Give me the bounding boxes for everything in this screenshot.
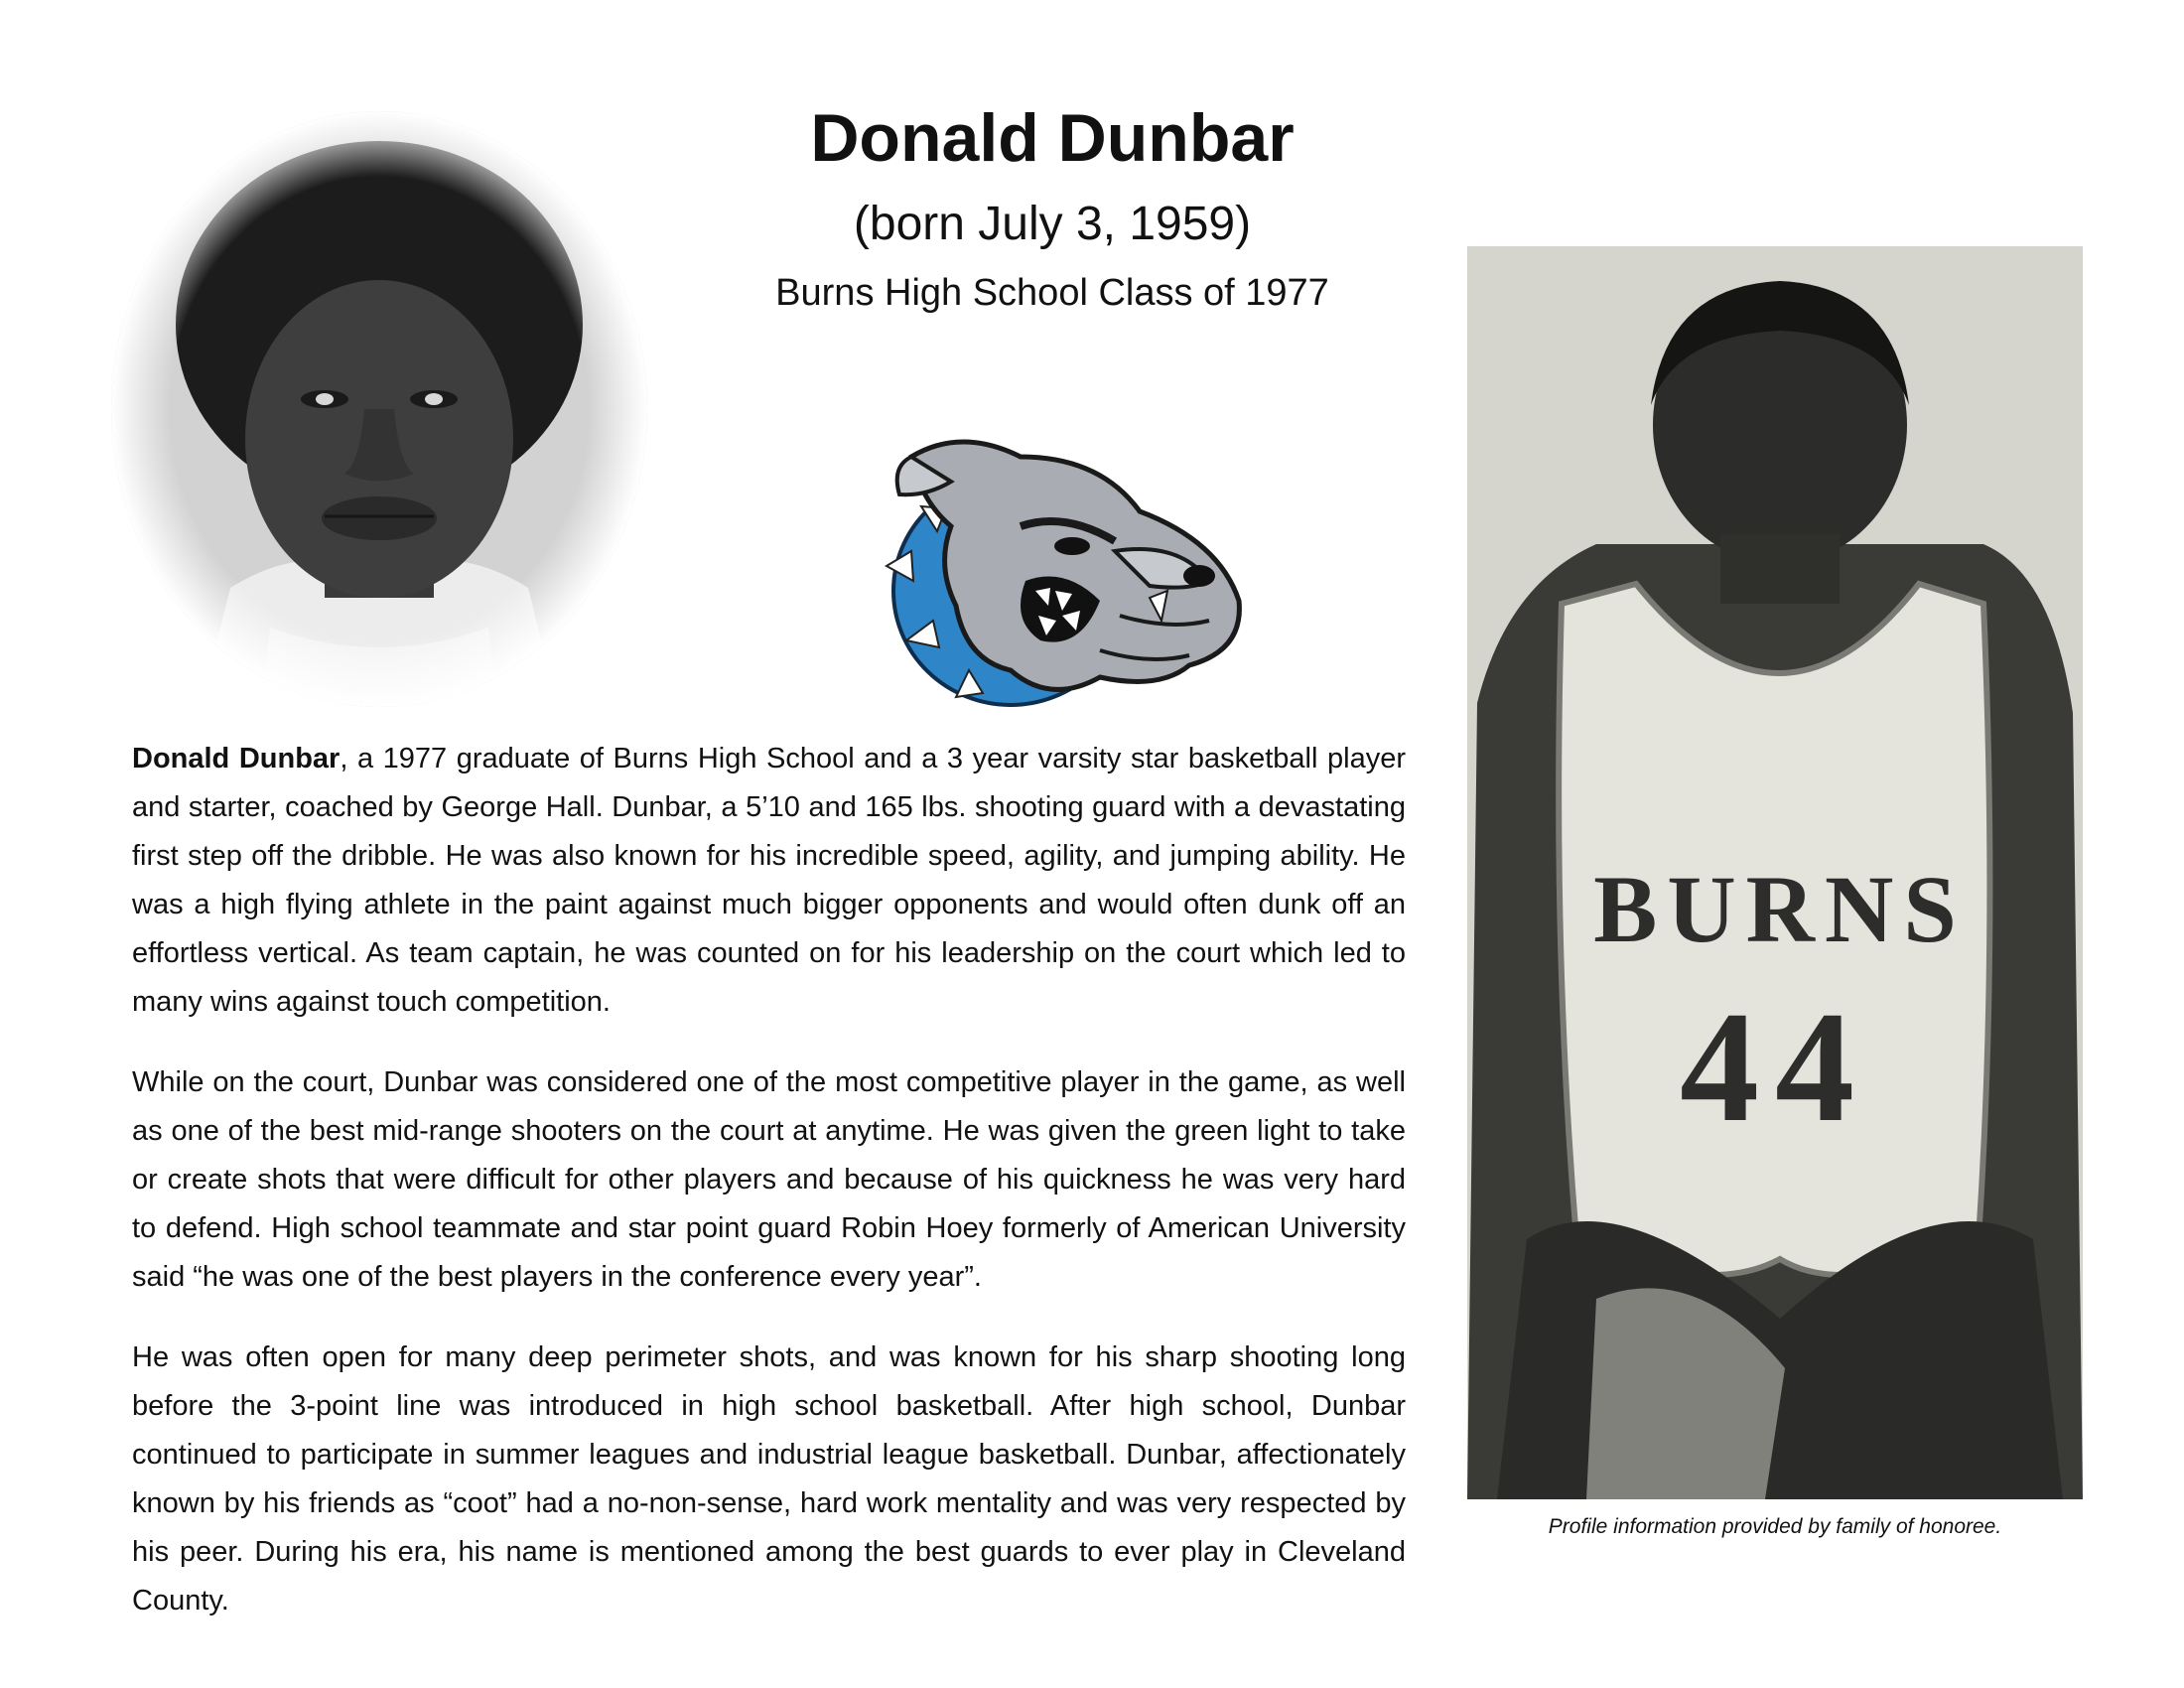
bio-paragraph-1-text: , a 1977 graduate of Burns High School and a 3 year varsity star basketball player and starter, coached by George Hall. Dunbar, a 5’10 and 165 lbs. shooting guard with a devastating first step off the dribble. He was also known for his incredible speed, agility, and jumping ability. He was a high flying athlete in the paint against much bigger opponents and would often dunk off an effortless vertical. As team captain, he was counted on for his leadership on the court which led to many wins against touch competition. (132, 743, 1406, 1018)
bio-name-bold: Donald Dunbar (132, 743, 341, 774)
bio-paragraph-2: While on the court, Dunbar was considered one of the most competitive player in the game, as well as one of the best mid-range shooters on the court at anytime. He was given the green light to take or create shots that were difficult for other players and because of his quickness he was very hard to defend. High school teammate and star point guard Robin Hoey formerly of American University said “he was one of the best players in the conference every year”. (132, 1066, 1406, 1293)
jersey-team-name: BURNS (1593, 856, 1967, 962)
bio-paragraph-3: He was often open for many deep perimeter shots, and was known for his sharp shooting long before the 3-point line was introduced in high school basketball. After high school, Dunbar continued to participate in summer leagues and industrial league basketball. Dunbar, affectionately known by his friends as “coot” had a no-non-sense, hard work mentality and was very respected by his peer. During his era, his name is mentioned among the best guards to ever play in Cleveland County. (132, 1341, 1406, 1617)
birth-date: (born July 3, 1959) (853, 198, 1252, 251)
basketball-player-photo (1467, 246, 2083, 1499)
school-class: Burns High School Class of 1977 (775, 271, 1329, 314)
bulldog-icon (852, 417, 1259, 715)
player-illustration (1467, 246, 2083, 1499)
photo-caption: Profile information provided by family of honoree. (1548, 1515, 2002, 1538)
honoree-name-title: Donald Dunbar (810, 100, 1295, 176)
biography (132, 735, 1406, 1657)
header (685, 99, 1420, 315)
jersey-number: 44 (1680, 978, 1870, 1155)
portrait-illustration (111, 111, 647, 707)
bio-paragraph-1 (132, 735, 1406, 1027)
bulldog-mascot-logo (852, 417, 1259, 715)
yearbook-portrait-image (111, 111, 647, 707)
